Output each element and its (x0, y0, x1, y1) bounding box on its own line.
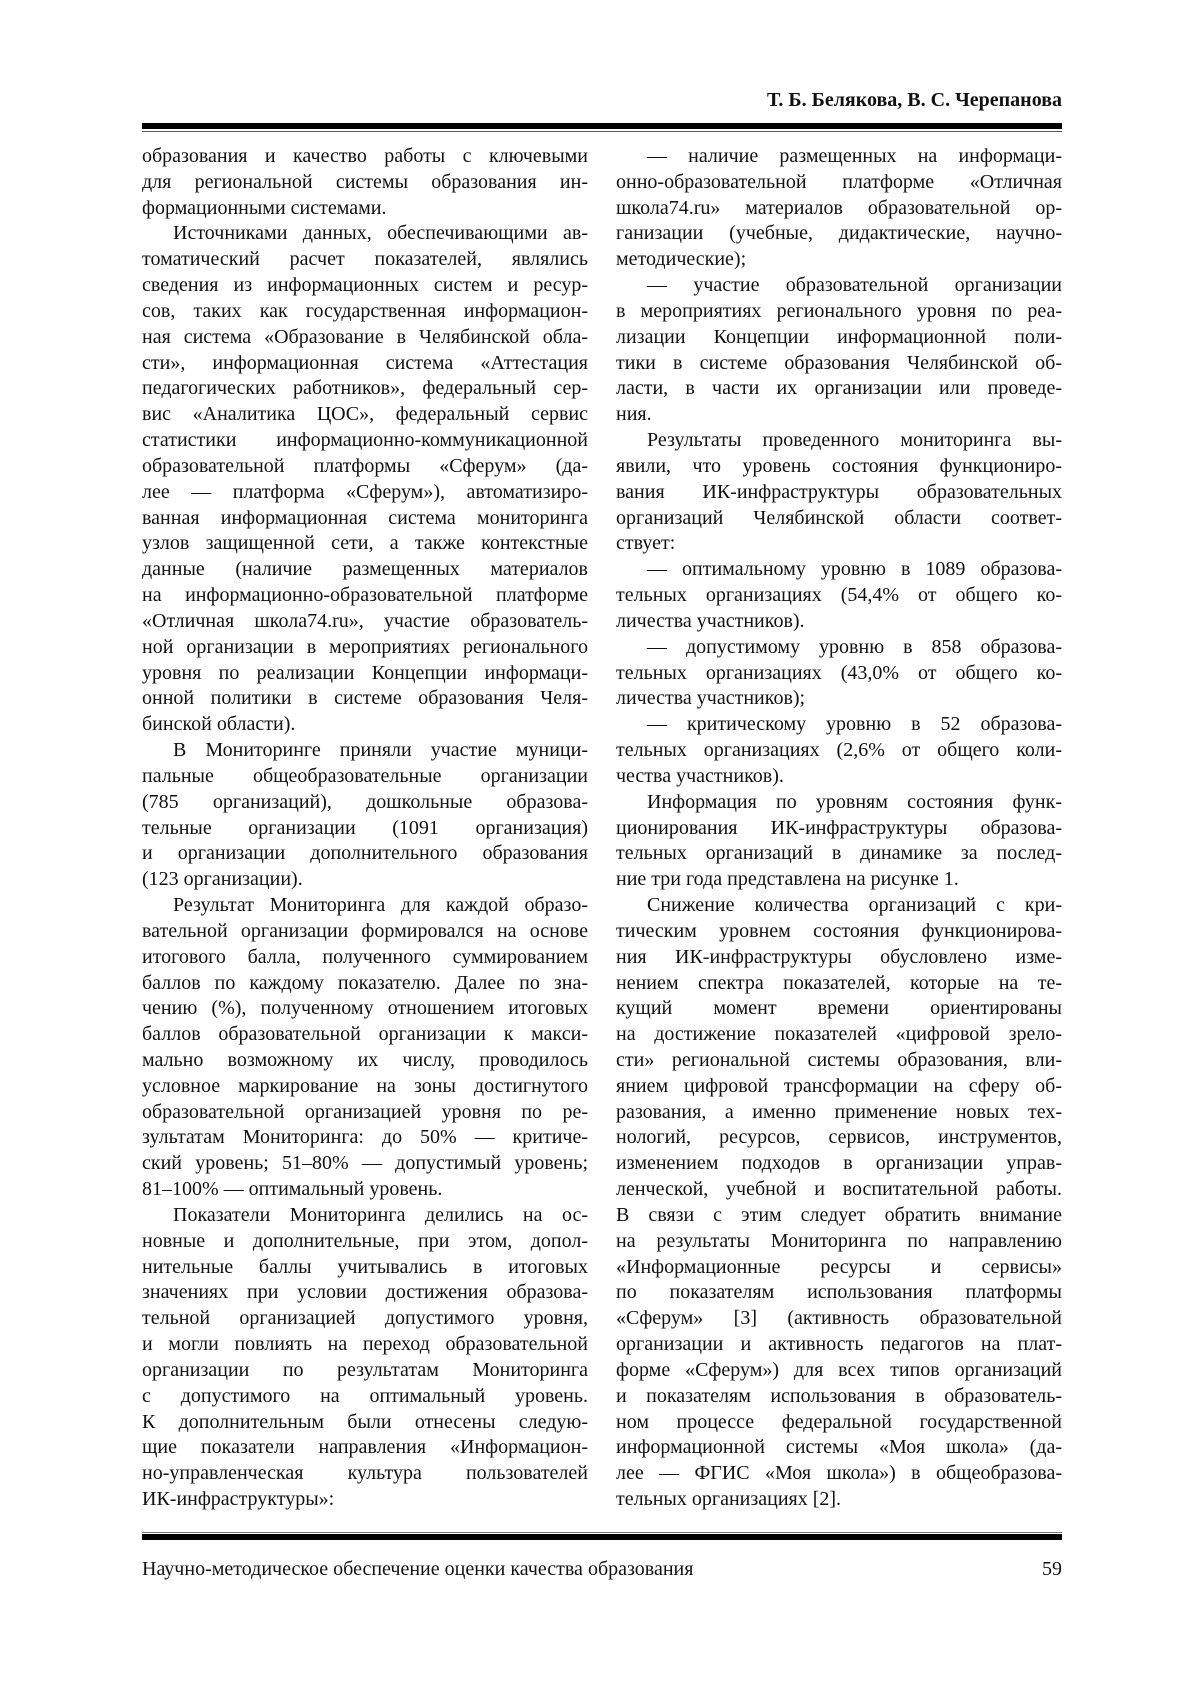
text-line: ния ИК-инфраструктуры обусловлено изме- (616, 945, 1062, 971)
paragraph (616, 144, 1062, 273)
text-line: бинской области). (142, 712, 588, 738)
text-line: зультатам Мониторинга: до 50% — критиче- (142, 1125, 588, 1151)
paragraph (616, 893, 1062, 1513)
text-line: лизации Концепции информационной поли- (616, 325, 1062, 351)
text-line: мально возможному их числу, проводилось (142, 1048, 588, 1074)
text-line: явили, что уровень состояния функциониро- (616, 454, 1062, 480)
text-line: на результаты Мониторинга по направлению (616, 1229, 1062, 1255)
text-line: Источниками данных, обеспечивающими ав- (142, 221, 588, 247)
text-line: Результат Мониторинга для каждой образо- (142, 893, 588, 919)
text-line: тельные организации (1091 организация) (142, 816, 588, 842)
text-line: Информация по уровням состояния функ- (616, 790, 1062, 816)
paragraph (616, 557, 1062, 634)
text-line: уровня по реализации Концепции информаци- (142, 661, 588, 687)
footer-rule-thin (142, 1532, 1062, 1533)
paragraph (142, 221, 588, 738)
text-line: ганизации (учебные, дидактические, научно- (616, 221, 1062, 247)
paragraph (616, 273, 1062, 428)
text-line: ленческой, учебной и воспитательной работы. (616, 1177, 1062, 1203)
text-line: для региональной системы образования ин- (142, 170, 588, 196)
left-column (142, 144, 588, 1513)
text-line: «Отличная школа74.ru», участие образователь- (142, 609, 588, 635)
text-line: школа74.ru» материалов образовательной ор- (616, 196, 1062, 222)
text-line: тельных организациях (2,6% от общего коли- (616, 738, 1062, 764)
text-line: личества участников); (616, 686, 1062, 712)
text-line: новные и дополнительные, при этом, допол- (142, 1229, 588, 1255)
text-line: на информационно-образовательной платформе (142, 583, 588, 609)
text-line: образовательной платформы «Сферум» (да- (142, 454, 588, 480)
text-line: Показатели Мониторинга делились на ос- (142, 1203, 588, 1229)
paragraph (142, 144, 588, 221)
running-head-authors: Т. Б. Белякова, В. С. Черепанова (767, 86, 1062, 114)
text-line: образования и качество работы с ключевыми (142, 144, 588, 170)
text-line: и организации дополнительного образования (142, 841, 588, 867)
text-line: ванная информационная система мониторинга (142, 506, 588, 532)
text-line: онно-образовательной платформе «Отличная (616, 170, 1062, 196)
text-line: узлов защищенной сети, а также контекстные (142, 531, 588, 557)
text-line: ния. (616, 402, 1062, 428)
header-rule-thin (142, 131, 1062, 132)
text-line: ная система «Образование в Челябинской обла- (142, 325, 588, 351)
text-line: — участие образовательной организации (616, 273, 1062, 299)
text-line: нологий, ресурсов, сервисов, инструментов, (616, 1125, 1062, 1151)
text-line: ский уровень; 51–80% — допустимый уровень; (142, 1151, 588, 1177)
text-line: форме «Сферум») для всех типов организаций (616, 1358, 1062, 1384)
paragraph (616, 428, 1062, 557)
paragraph (616, 790, 1062, 893)
text-line: тельных организаций в динамике за послед- (616, 841, 1062, 867)
footer-journal-title: Научно-методическое обеспечение оценки качества образования (142, 1556, 693, 1582)
text-line: онной политики в системе образования Челя- (142, 686, 588, 712)
text-line: сти», информационная система «Аттестация (142, 351, 588, 377)
text-line: организации по результатам Мониторинга (142, 1358, 588, 1384)
text-line: тики в системе образования Челябинской об- (616, 351, 1062, 377)
text-line: тельных организациях [2]. (616, 1487, 1062, 1513)
text-line: сведения из информационных систем и ресур- (142, 273, 588, 299)
text-line: тельных организациях (54,4% от общего ко- (616, 583, 1062, 609)
text-line: «Информационные ресурсы и сервисы» (616, 1255, 1062, 1281)
text-line: нением спектра показателей, которые на те- (616, 971, 1062, 997)
text-line: (785 организаций), дошкольные образова- (142, 790, 588, 816)
text-line: — критическому уровню в 52 образова- (616, 712, 1062, 738)
text-line: тическим уровнем состояния функционирова- (616, 919, 1062, 945)
text-line: лее — платформа «Сферум»), автоматизиро- (142, 480, 588, 506)
text-line: ном процессе федеральной государственной (616, 1410, 1062, 1436)
text-line: лее — ФГИС «Моя школа») в общеобразова- (616, 1461, 1062, 1487)
text-line: разования, а именно применение новых тех- (616, 1100, 1062, 1126)
text-line: ИК-инфраструктуры»: (142, 1487, 588, 1513)
text-line: и могли повлиять на переход образовательной (142, 1332, 588, 1358)
text-line: щие показатели направления «Информацион- (142, 1435, 588, 1461)
text-line: вательной организации формировался на основе (142, 919, 588, 945)
text-line: личества участников). (616, 609, 1062, 635)
text-line: баллов по каждому показателю. Далее по зна- (142, 971, 588, 997)
text-line: ствует: (616, 531, 1062, 557)
text-line: формационными системами. (142, 196, 588, 222)
text-line: и показателям использования в образователь- (616, 1384, 1062, 1410)
text-line: на достижение показателей «цифровой зрело- (616, 1022, 1062, 1048)
text-line: итогового балла, полученного суммированием (142, 945, 588, 971)
text-line: организации и активность педагогов на плат- (616, 1332, 1062, 1358)
text-line: Снижение количества организаций с кри- (616, 893, 1062, 919)
text-line: изменением подходов в организации управ- (616, 1151, 1062, 1177)
text-line: в мероприятиях регионального уровня по реа- (616, 299, 1062, 325)
text-line: данные (наличие размещенных материалов (142, 557, 588, 583)
text-line: значениях при условии достижения образова- (142, 1280, 588, 1306)
paragraph (142, 893, 588, 1203)
text-line: организаций Челябинской области соответ- (616, 506, 1062, 532)
text-line: кущий момент времени ориентированы (616, 996, 1062, 1022)
right-column (616, 144, 1062, 1513)
text-line: К дополнительным были отнесены следую- (142, 1410, 588, 1436)
text-line: — наличие размещенных на информаци- (616, 144, 1062, 170)
page-number: 59 (1042, 1556, 1062, 1582)
paragraph (142, 1203, 588, 1513)
text-line: тельных организациях (43,0% от общего ко- (616, 661, 1062, 687)
text-line: с допустимого на оптимальный уровень. (142, 1384, 588, 1410)
text-line: «Сферум» [3] (активность образовательной (616, 1306, 1062, 1332)
text-line: тельной организацией допустимого уровня, (142, 1306, 588, 1332)
text-line: сов, таких как государственная информацион- (142, 299, 588, 325)
text-line: информационной системы «Моя школа» (да- (616, 1435, 1062, 1461)
paragraph (142, 738, 588, 893)
text-line: сти» региональной системы образования, вли- (616, 1048, 1062, 1074)
text-line: условное маркирование на зоны достигнутого (142, 1074, 588, 1100)
text-line: Результаты проведенного мониторинга вы- (616, 428, 1062, 454)
text-line: нительные баллы учитывались в итоговых (142, 1255, 588, 1281)
text-line: В Мониторинге приняли участие муници- (142, 738, 588, 764)
text-line: (123 организации). (142, 867, 588, 893)
text-line: баллов образовательной организации к макси- (142, 1022, 588, 1048)
text-line: пальные общеобразовательные организации (142, 764, 588, 790)
text-line: но-управленческая культура пользователей (142, 1461, 588, 1487)
text-line: — оптимальному уровню в 1089 образова- (616, 557, 1062, 583)
text-line: статистики информационно-коммуникационной (142, 428, 588, 454)
paragraph (616, 712, 1062, 789)
text-line: ласти, в части их организации или проведе- (616, 376, 1062, 402)
paragraph (616, 635, 1062, 712)
text-line: вис «Аналитика ЦОС», федеральный сервис (142, 402, 588, 428)
text-line: 81–100% — оптимальный уровень. (142, 1177, 588, 1203)
text-line: чению (%), полученному отношением итоговых (142, 996, 588, 1022)
text-line: ционирования ИК-инфраструктуры образова- (616, 816, 1062, 842)
text-line: по показателям использования платформы (616, 1280, 1062, 1306)
text-line: педагогических работников», федеральный сер- (142, 376, 588, 402)
text-line: вания ИК-инфраструктуры образовательных (616, 480, 1062, 506)
text-line: ной организации в мероприятиях регионального (142, 635, 588, 661)
text-line: — допустимому уровню в 858 образова- (616, 635, 1062, 661)
text-line: методические); (616, 247, 1062, 273)
footer-rule-thick (142, 1534, 1062, 1540)
text-line: чества участников). (616, 764, 1062, 790)
text-line: образовательной организацией уровня по ре- (142, 1100, 588, 1126)
text-line: ние три года представлена на рисунке 1. (616, 867, 1062, 893)
text-line: томатический расчет показателей, являлись (142, 247, 588, 273)
header-rule-thick (142, 123, 1062, 129)
text-line: янием цифровой трансформации на сферу об- (616, 1074, 1062, 1100)
text-line: В связи с этим следует обратить внимание (616, 1203, 1062, 1229)
